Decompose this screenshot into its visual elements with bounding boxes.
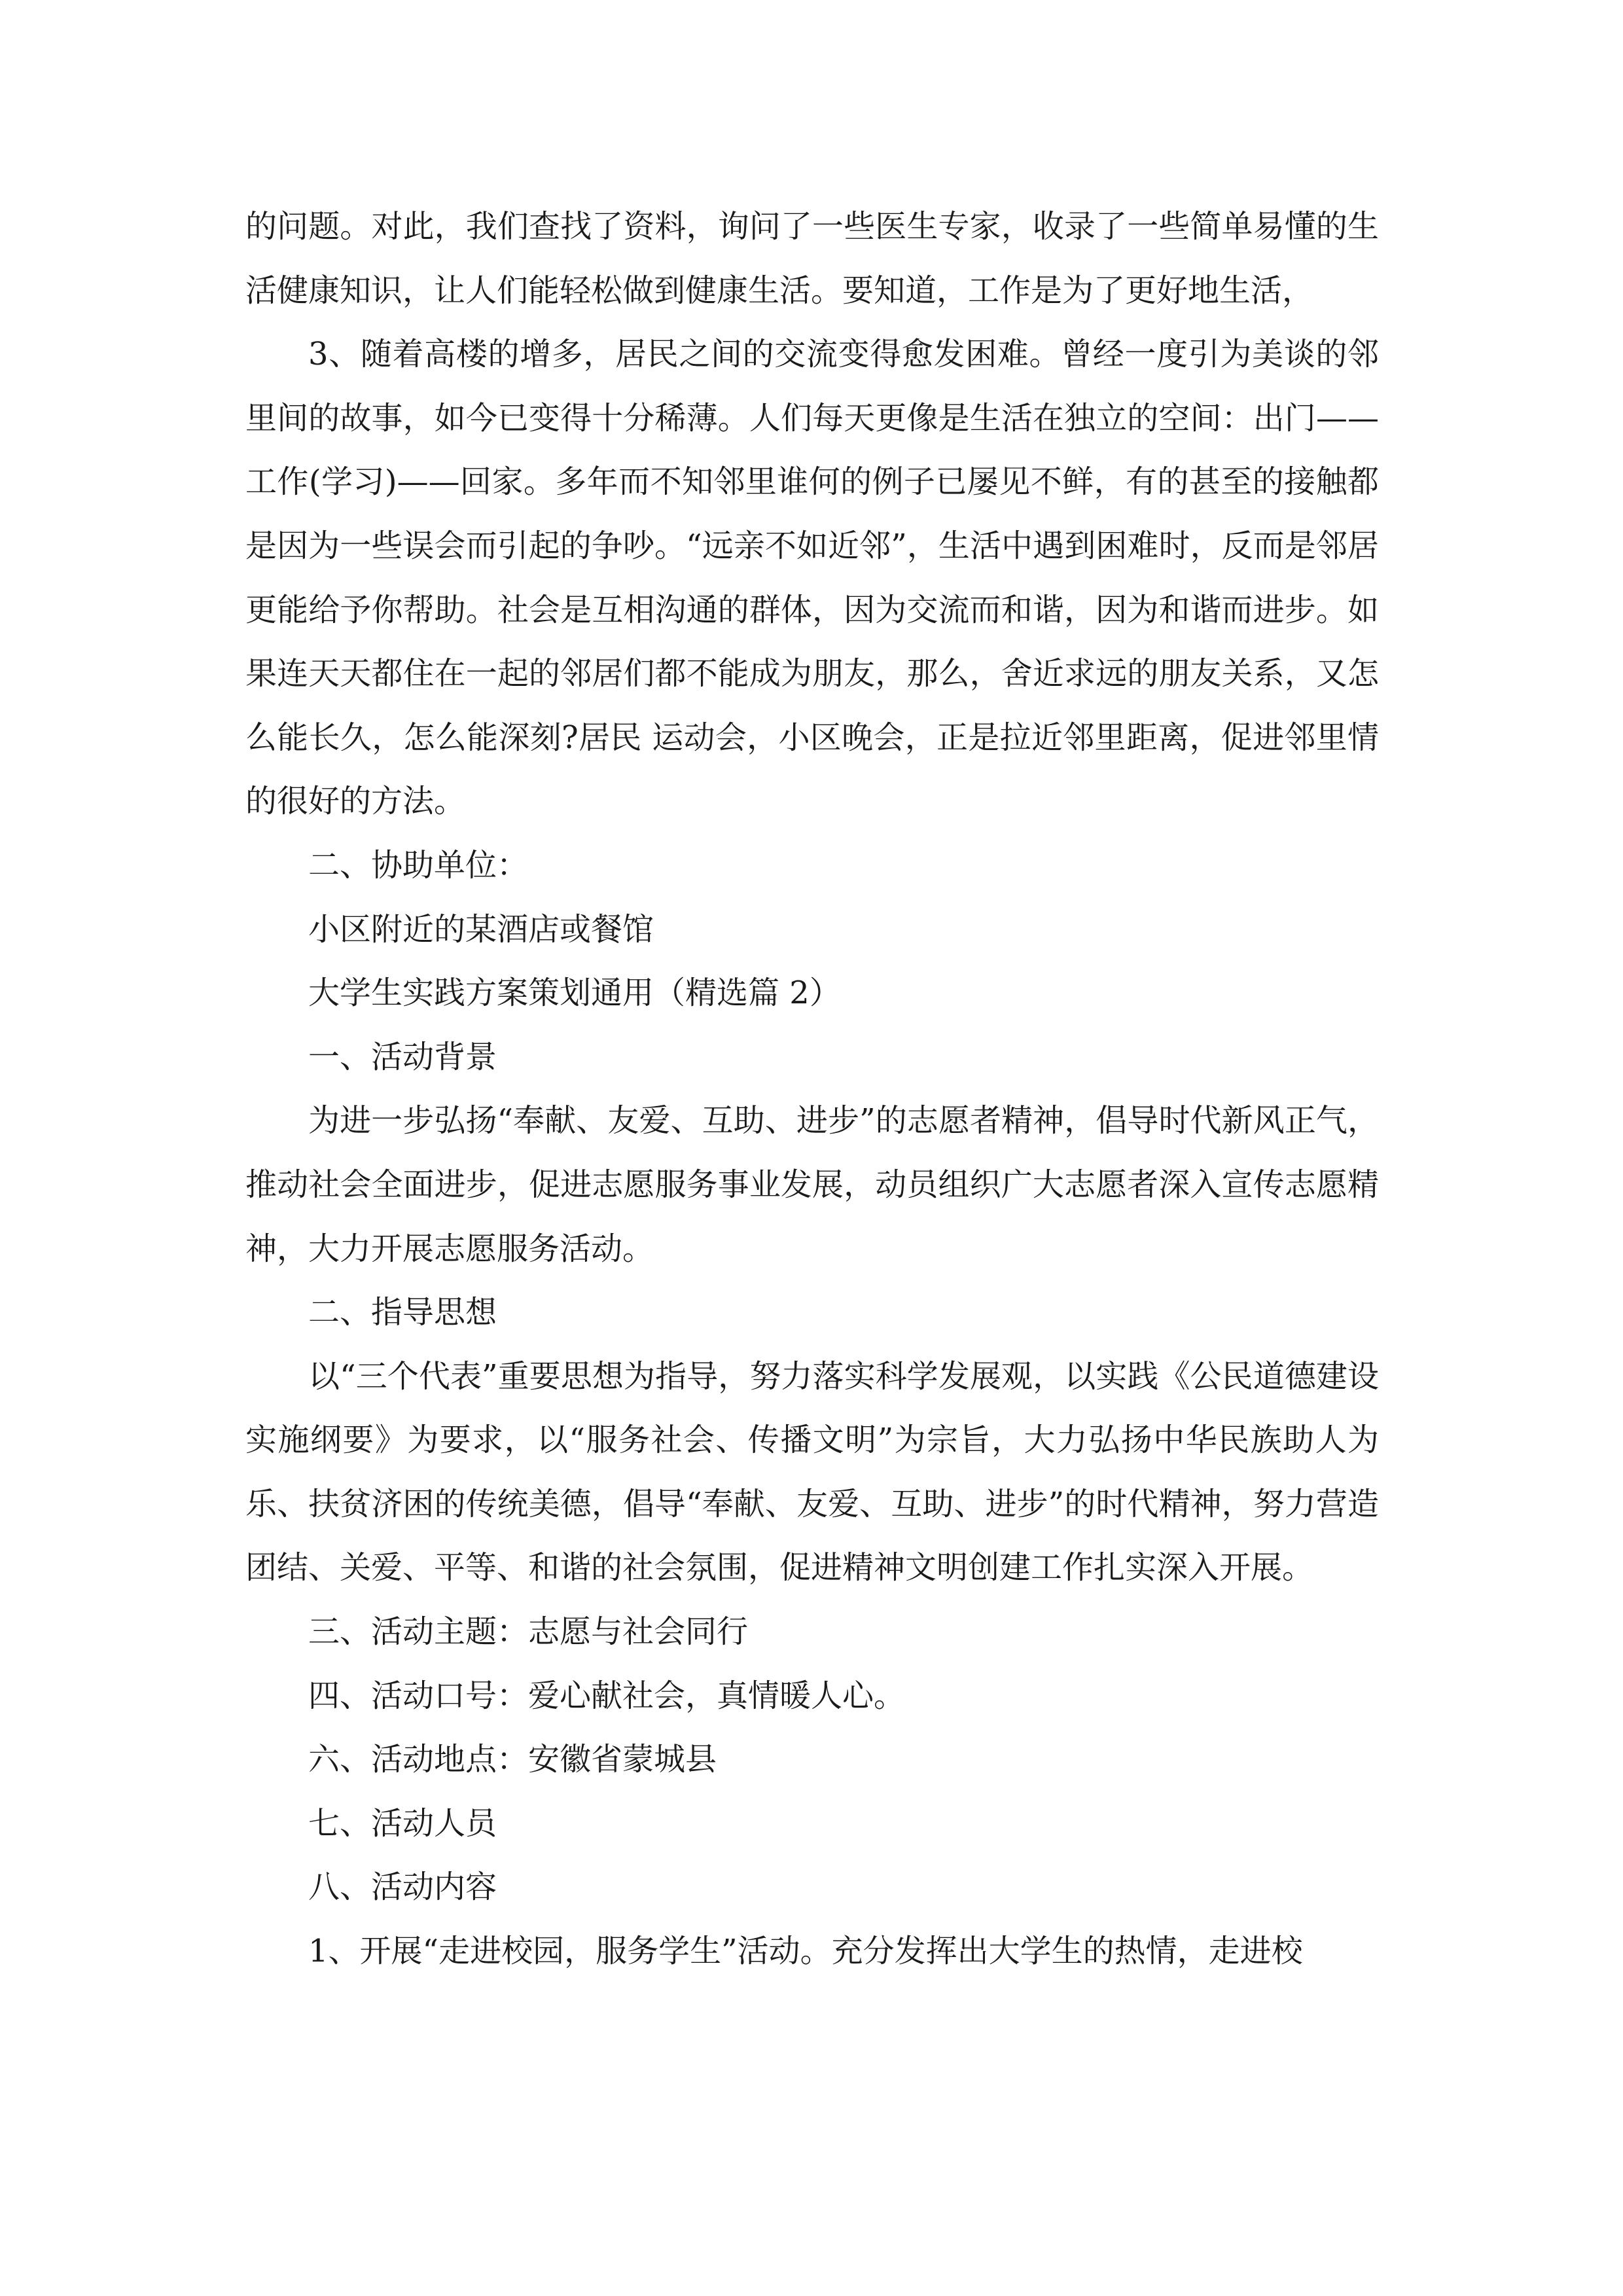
heading-activity-content: 八、活动内容 xyxy=(308,1869,497,1906)
item-activity-theme: 三、活动主题：志愿与社会同行 xyxy=(308,1613,749,1651)
heading-guiding-ideology: 二、指导思想 xyxy=(308,1294,497,1331)
item-activity-slogan: 四、活动口号：爱心献社会，真情暖人心。 xyxy=(308,1677,906,1714)
paragraph-activity-content-1: 1、开展“走进校园，服务学生”活动。充分发挥出大学生的热情，走进校 xyxy=(308,1933,1303,1970)
paragraph-assisting-units: 小区附近的某酒店或餐馆 xyxy=(308,910,654,948)
paragraph-continuation: 的问题。对此，我们查找了资料，询问了一些医生专家，收录了一些简单易懂的生活健康知识，让人们能轻松做到健康生活。要知道，工作是为了更好地生活， xyxy=(245,208,1379,309)
section-title-plan-2: 大学生实践方案策划通用（精选篇 2） xyxy=(308,975,841,1012)
paragraph-guiding-ideology: 以“三个代表”重要思想为指导，努力落实科学发展观，以实践《公民道德建设实施纲要》为要求，以“服务社会、传播文明”为宗旨，大力弘扬中华民族助人为乐、扶贫济困的传统美德，倡导“奉献、友爱、互助、进步”的时代精神，努力营造团结、关爱、平等、和谐的社会氛围，促进精神文明创建工作扎实深入开展。 xyxy=(245,1357,1379,1587)
item-activity-location: 六、活动地点：安徽省蒙城县 xyxy=(308,1741,717,1778)
document-body xyxy=(245,195,1379,1984)
heading-activity-personnel: 七、活动人员 xyxy=(308,1804,497,1842)
paragraph-neighbor-relations: 3、随着高楼的增多，居民之间的交流变得愈发困难。曾经一度引为美谈的邻里间的故事，如今已变得十分稀薄。人们每天更像是生活在独立的空间：出门——工作(学习)——回家。多年而不知邻里谁何的例子已屡见不鲜，有的甚至的接触都是因为一些误会而引起的争吵。“远亲不如近邻”，生活中遇到困难时，反而是邻居更能给予你帮助。社会是互相沟通的群体，因为交流而和谐，因为和谐而进步。如果连天天都住在一起的邻居们都不能成为朋友，那么，舍近求远的朋友关系，又怎么能长久，怎么能深刻?居民 运动会，小区晚会，正是拉近邻里距离，促进邻里情的很好的方法。 xyxy=(245,336,1379,820)
paragraph-activity-background: 为进一步弘扬“奉献、友爱、互助、进步”的志愿者精神，倡导时代新风正气，推动社会全面进步，促进志愿服务事业发展，动员组织广大志愿者深入宣传志愿精神，大力开展志愿服务活动。 xyxy=(245,1102,1379,1267)
heading-assisting-units: 二、协助单位： xyxy=(308,846,529,884)
heading-activity-background: 一、活动背景 xyxy=(308,1038,497,1075)
